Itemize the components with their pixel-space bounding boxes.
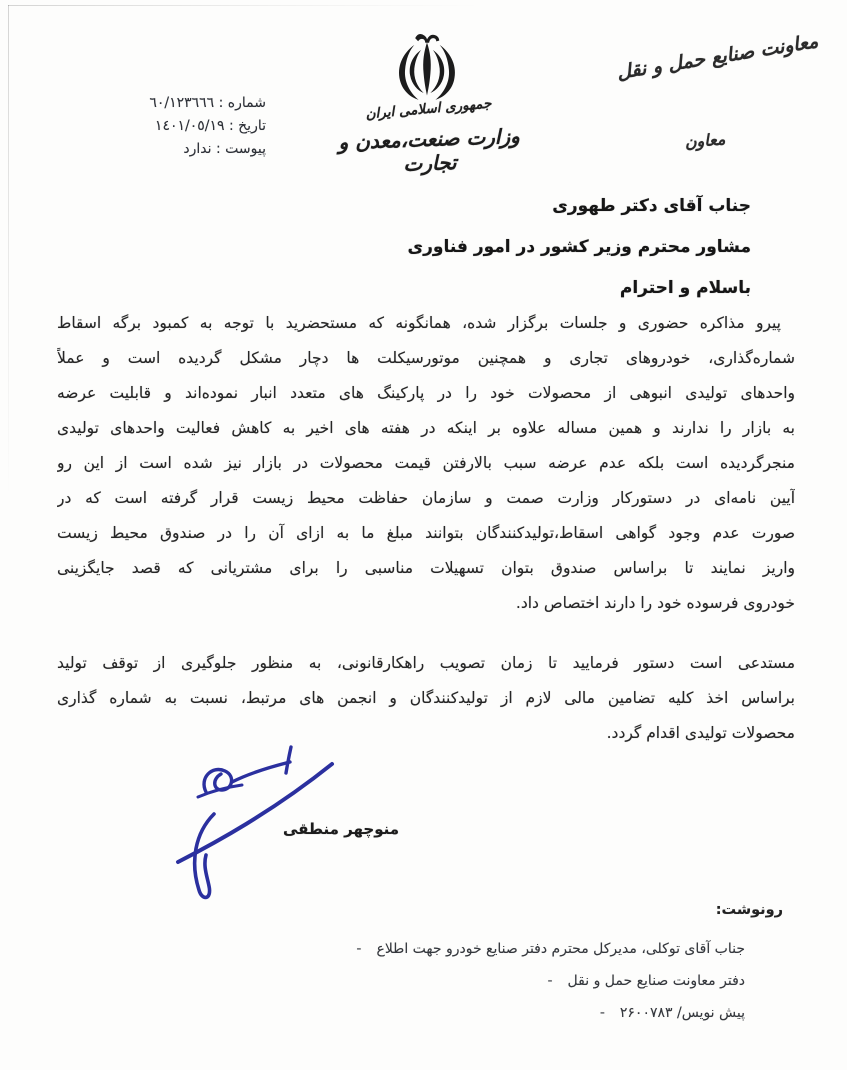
iran-national-emblem-icon bbox=[388, 28, 466, 104]
letter-meta-block bbox=[70, 92, 266, 161]
letter-attachment: پیوست : ندارد bbox=[183, 141, 266, 157]
letter-date: تاریخ : ١٤٠١/٠٥/١٩ bbox=[154, 118, 266, 134]
cc-dash: - bbox=[356, 941, 362, 957]
deputy-calligraphy: معاون bbox=[683, 129, 727, 152]
cc-dash: - bbox=[547, 973, 553, 989]
salutation: باسلام و احترام bbox=[619, 278, 751, 298]
cc-item-text: جناب آقای توکلی، مدیرکل محترم دفتر صنایع خودرو جهت اطلاع bbox=[376, 941, 745, 957]
body-line: محصولات تولیدی اقدام گردد. bbox=[606, 724, 795, 742]
department-calligraphy: معاونت صنایع حمل و نقل bbox=[615, 30, 820, 84]
recipient-title: مشاور محترم وزیر کشور در امور فناوری bbox=[407, 237, 751, 257]
republic-line: جمهوری اسلامی ایران bbox=[365, 95, 492, 123]
paragraph-2 bbox=[57, 646, 795, 751]
paragraph-1 bbox=[57, 306, 795, 621]
cc-label: رونوشت: bbox=[715, 902, 783, 918]
cc-item bbox=[60, 965, 745, 997]
letter-body bbox=[57, 306, 795, 751]
cc-item bbox=[60, 997, 745, 1029]
body-line: آیین نامه‌ای در دستورکار وزارت صمت و سازمان حفاظت محیط زیست قرار گرفته است که در bbox=[57, 489, 795, 507]
body-line: شماره‌گذاری، خودروهای تجاری و همچنین موتورسیکلت ها دچار مشکل گردیده است و عملاً bbox=[57, 349, 795, 367]
body-line: واحدهای تولیدی انبوهی از محصولات خود را در پارکینگ های متعدد انبار نموده‌اند و قابلیت عرضه bbox=[57, 384, 795, 402]
recipient-name: جناب آقای دکتر طهوری bbox=[552, 196, 751, 216]
recipient-block bbox=[60, 186, 751, 309]
body-line: منجرگردیده است بلکه عدم عرضه سبب بالارفتن قیمت محصولات در بازار نیز شده است از این رو bbox=[57, 454, 795, 472]
body-line: مستدعی است دستور فرمایید تا زمان تصویب راهکارقانونی، به منظور جلوگیری از توقف تولید bbox=[57, 654, 795, 672]
signer-name: منوچهر منطقی bbox=[282, 820, 400, 838]
body-line: براساس اخذ کلیه تضامین مالی لازم از تولیدکنندگان و انجمن های مرتبط، نسبت به شماره گذاری bbox=[57, 689, 795, 707]
cc-item bbox=[60, 933, 745, 965]
cc-dash: - bbox=[599, 1005, 605, 1021]
body-line: به بازار را ندارند و همین مساله علاوه بر اینکه در هفته های اخیر به کاهش فعالیت واحدهای تولیدی bbox=[57, 419, 795, 437]
body-line: خودروی فرسوده خود را دارند اختصاص داد. bbox=[515, 594, 795, 612]
letter-number: شماره : ٦٠/١٢٣٦٦٦ bbox=[149, 95, 266, 111]
body-line: پیرو مذاکره حضوری و جلسات برگزار شده، همانگونه که مستحضرید با توجه به کمبود برگه اسقاط bbox=[57, 314, 781, 332]
body-line: صورت عدم وجود گواهی اسقاط،تولیدکنندگان بتوانند مبلغ ما به ازای آن را در صندوق محیط زیست bbox=[57, 524, 795, 542]
cc-item-text: دفتر معاونت صنایع حمل و نقل bbox=[567, 973, 745, 989]
ministry-line: وزارت صنعت،معدن و تجارت bbox=[338, 123, 521, 176]
cc-list bbox=[60, 933, 745, 1029]
cc-item-text: پیش نویس/ ۲۶۰۰۷۸۳ bbox=[619, 1005, 745, 1021]
body-line: واریز نمایند تا براساس صندوق بتوان تسهیلات مناسبی را برای مشتریانی که قصد جایگزینی bbox=[57, 559, 795, 577]
